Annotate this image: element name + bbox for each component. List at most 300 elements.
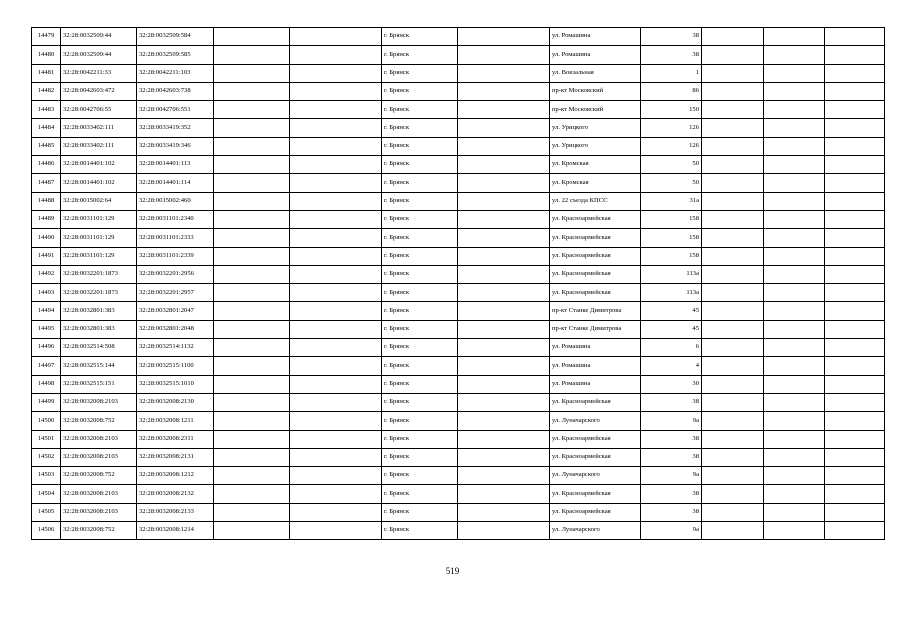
cell-cadastral-quarter: 32:28:0032801:383 xyxy=(61,320,137,338)
cell-cadastral-number: 32:28:0014401:114 xyxy=(137,174,214,192)
table-row xyxy=(32,119,885,137)
cell-cadastral-quarter: 32:28:0032514:508 xyxy=(61,339,137,357)
cell-empty xyxy=(458,156,550,174)
cell-empty xyxy=(825,357,885,375)
cell-empty xyxy=(290,101,382,119)
cell-house-number: 1 xyxy=(641,64,702,82)
cell-empty xyxy=(458,357,550,375)
cell-street: ул. Красноармейская xyxy=(550,229,641,247)
table-row xyxy=(32,375,885,393)
cell-cadastral-number: 32:28:0014401:113 xyxy=(137,156,214,174)
cell-cadastral-quarter: 32:28:0031101:129 xyxy=(61,247,137,265)
cell-cadastral-number: 32:28:0032201:2957 xyxy=(137,284,214,302)
cell-street: ул. Луначарского xyxy=(550,522,641,540)
cell-cadastral-quarter: 32:28:0032008:2103 xyxy=(61,430,137,448)
cell-empty xyxy=(764,503,825,521)
cell-cadastral-quarter: 32:28:0031101:129 xyxy=(61,210,137,228)
cell-empty xyxy=(702,174,764,192)
cell-record-number: 14500 xyxy=(32,412,61,430)
cell-house-number: 150 xyxy=(641,101,702,119)
cell-empty xyxy=(290,82,382,100)
cell-empty xyxy=(825,265,885,283)
cell-record-number: 14505 xyxy=(32,503,61,521)
cell-city: г. Брянск xyxy=(382,522,458,540)
cell-cadastral-quarter: 32:28:0032008:752 xyxy=(61,522,137,540)
cell-street: ул. Ромашина xyxy=(550,339,641,357)
cell-street: ул. Красноармейская xyxy=(550,430,641,448)
cell-empty xyxy=(214,430,290,448)
cell-empty xyxy=(702,46,764,64)
cell-cadastral-number: 32:28:0032201:2956 xyxy=(137,265,214,283)
cell-house-number: 38 xyxy=(641,46,702,64)
cell-empty xyxy=(290,320,382,338)
cell-street: ул. Вокзальная xyxy=(550,64,641,82)
cell-empty xyxy=(458,302,550,320)
cell-empty xyxy=(458,46,550,64)
cell-empty xyxy=(290,174,382,192)
cell-empty xyxy=(458,265,550,283)
cell-cadastral-quarter: 32:28:0042706:55 xyxy=(61,101,137,119)
cell-empty xyxy=(458,229,550,247)
cell-empty xyxy=(214,503,290,521)
cell-empty xyxy=(214,247,290,265)
cell-empty xyxy=(702,485,764,503)
cell-street: ул. Красноармейская xyxy=(550,503,641,521)
cell-empty xyxy=(214,393,290,411)
cell-empty xyxy=(764,119,825,137)
cell-empty xyxy=(825,448,885,466)
cell-empty xyxy=(702,522,764,540)
cell-city: г. Брянск xyxy=(382,156,458,174)
cell-empty xyxy=(290,485,382,503)
cell-cadastral-number: 32:28:0042603:738 xyxy=(137,82,214,100)
cell-street: ул. 22 съезда КПСС xyxy=(550,192,641,210)
cell-empty xyxy=(702,229,764,247)
cell-house-number: 38 xyxy=(641,448,702,466)
cell-house-number: 86 xyxy=(641,82,702,100)
cell-house-number: 158 xyxy=(641,247,702,265)
cell-cadastral-quarter: 32:28:0032201:1873 xyxy=(61,265,137,283)
table-row xyxy=(32,412,885,430)
cell-street: ул. Луначарского xyxy=(550,412,641,430)
cell-empty xyxy=(290,503,382,521)
cell-record-number: 14484 xyxy=(32,119,61,137)
cell-empty xyxy=(764,192,825,210)
cell-empty xyxy=(764,448,825,466)
table-row xyxy=(32,357,885,375)
cell-house-number: 113а xyxy=(641,284,702,302)
cell-city: г. Брянск xyxy=(382,393,458,411)
cell-empty xyxy=(702,137,764,155)
cell-empty xyxy=(825,137,885,155)
cell-empty xyxy=(825,412,885,430)
table-row xyxy=(32,210,885,228)
cell-house-number: 38 xyxy=(641,28,702,46)
cell-empty xyxy=(458,174,550,192)
cell-record-number: 14495 xyxy=(32,320,61,338)
cell-empty xyxy=(764,101,825,119)
cell-empty xyxy=(702,82,764,100)
cell-empty xyxy=(214,357,290,375)
cell-empty xyxy=(764,64,825,82)
cell-house-number: 45 xyxy=(641,320,702,338)
cell-empty xyxy=(290,339,382,357)
cell-empty xyxy=(764,339,825,357)
cell-empty xyxy=(825,46,885,64)
cell-empty xyxy=(214,485,290,503)
cell-empty xyxy=(458,339,550,357)
cell-record-number: 14479 xyxy=(32,28,61,46)
cell-street: ул. Красноармейская xyxy=(550,210,641,228)
cell-city: г. Брянск xyxy=(382,375,458,393)
cell-record-number: 14487 xyxy=(32,174,61,192)
cell-empty xyxy=(764,485,825,503)
cell-house-number: 126 xyxy=(641,119,702,137)
cell-empty xyxy=(702,412,764,430)
cell-empty xyxy=(214,137,290,155)
cell-cadastral-number: 32:28:0032509:584 xyxy=(137,28,214,46)
table-row xyxy=(32,82,885,100)
cell-empty xyxy=(764,430,825,448)
cell-cadastral-number: 32:28:0032515:1010 xyxy=(137,375,214,393)
cell-empty xyxy=(458,320,550,338)
cell-house-number: 9а xyxy=(641,467,702,485)
cell-empty xyxy=(702,320,764,338)
table-row xyxy=(32,503,885,521)
cell-record-number: 14497 xyxy=(32,357,61,375)
cell-empty xyxy=(290,522,382,540)
table-row xyxy=(32,192,885,210)
cell-cadastral-quarter: 32:28:0032008:752 xyxy=(61,467,137,485)
cell-cadastral-number: 32:28:0032515:1100 xyxy=(137,357,214,375)
cell-city: г. Брянск xyxy=(382,192,458,210)
cell-empty xyxy=(825,320,885,338)
cell-street: ул. Урицкого xyxy=(550,137,641,155)
cell-cadastral-number: 32:28:0032008:2311 xyxy=(137,430,214,448)
table-row xyxy=(32,174,885,192)
table-row xyxy=(32,28,885,46)
cell-street: ул. Ромашина xyxy=(550,46,641,64)
cell-cadastral-number: 32:28:0015002:460 xyxy=(137,192,214,210)
cell-cadastral-quarter: 32:28:0015002:64 xyxy=(61,192,137,210)
cell-empty xyxy=(290,265,382,283)
cell-empty xyxy=(214,302,290,320)
cell-record-number: 14480 xyxy=(32,46,61,64)
cell-empty xyxy=(825,156,885,174)
cell-empty xyxy=(825,393,885,411)
table-row xyxy=(32,247,885,265)
cell-empty xyxy=(290,357,382,375)
cell-empty xyxy=(764,412,825,430)
cell-record-number: 14489 xyxy=(32,210,61,228)
cell-city: г. Брянск xyxy=(382,412,458,430)
cell-city: г. Брянск xyxy=(382,28,458,46)
cell-cadastral-number: 32:28:0032008:2133 xyxy=(137,503,214,521)
table-row xyxy=(32,156,885,174)
cell-cadastral-number: 32:28:0032801:2047 xyxy=(137,302,214,320)
cell-empty xyxy=(458,284,550,302)
cell-empty xyxy=(290,302,382,320)
cell-street: ул. Красноармейская xyxy=(550,284,641,302)
cell-cadastral-quarter: 32:28:0032008:752 xyxy=(61,412,137,430)
table-row xyxy=(32,320,885,338)
cell-house-number: 38 xyxy=(641,430,702,448)
cell-cadastral-quarter: 32:28:0033402:111 xyxy=(61,137,137,155)
cell-empty xyxy=(702,467,764,485)
cell-empty xyxy=(214,192,290,210)
cell-empty xyxy=(458,82,550,100)
cell-city: г. Брянск xyxy=(382,265,458,283)
property-register-table xyxy=(31,27,885,540)
table-row xyxy=(32,101,885,119)
cell-empty xyxy=(764,82,825,100)
cell-street: ул. Кромская xyxy=(550,174,641,192)
cell-empty xyxy=(290,467,382,485)
cell-street: пр-кт Московский xyxy=(550,82,641,100)
cell-empty xyxy=(702,101,764,119)
cell-city: г. Брянск xyxy=(382,46,458,64)
cell-record-number: 14481 xyxy=(32,64,61,82)
cell-house-number: 4 xyxy=(641,357,702,375)
cell-empty xyxy=(458,192,550,210)
cell-cadastral-number: 32:28:0033419:346 xyxy=(137,137,214,155)
cell-record-number: 14502 xyxy=(32,448,61,466)
cell-empty xyxy=(214,229,290,247)
table-row xyxy=(32,339,885,357)
cell-empty xyxy=(764,229,825,247)
cell-cadastral-number: 32:28:0031101:2340 xyxy=(137,210,214,228)
cell-empty xyxy=(764,522,825,540)
cell-cadastral-quarter: 32:28:0032509:44 xyxy=(61,28,137,46)
cell-empty xyxy=(702,339,764,357)
cell-cadastral-quarter: 32:28:0031101:129 xyxy=(61,229,137,247)
cell-empty xyxy=(825,119,885,137)
cell-record-number: 14486 xyxy=(32,156,61,174)
cell-house-number: 50 xyxy=(641,174,702,192)
cell-house-number: 113а xyxy=(641,265,702,283)
cell-cadastral-quarter: 32:28:0032008:2103 xyxy=(61,503,137,521)
cell-empty xyxy=(702,430,764,448)
cell-cadastral-number: 32:28:0032008:1212 xyxy=(137,467,214,485)
cell-empty xyxy=(214,522,290,540)
cell-record-number: 14496 xyxy=(32,339,61,357)
cell-cadastral-quarter: 32:28:0014401:102 xyxy=(61,156,137,174)
cell-empty xyxy=(290,412,382,430)
table-row xyxy=(32,485,885,503)
cell-empty xyxy=(702,64,764,82)
cell-street: пр-кт Московский xyxy=(550,101,641,119)
cell-empty xyxy=(825,174,885,192)
cell-cadastral-number: 32:28:0032008:2132 xyxy=(137,485,214,503)
table-row xyxy=(32,229,885,247)
cell-record-number: 14482 xyxy=(32,82,61,100)
cell-cadastral-number: 32:28:0032008:1211 xyxy=(137,412,214,430)
cell-empty xyxy=(702,210,764,228)
cell-cadastral-quarter: 32:28:0014401:102 xyxy=(61,174,137,192)
cell-empty xyxy=(290,375,382,393)
cell-cadastral-number: 32:28:0032008:1214 xyxy=(137,522,214,540)
cell-empty xyxy=(702,192,764,210)
cell-street: пр-кт Станке Димитрова xyxy=(550,320,641,338)
cell-empty xyxy=(214,412,290,430)
cell-house-number: 158 xyxy=(641,229,702,247)
cell-empty xyxy=(825,210,885,228)
cell-empty xyxy=(702,393,764,411)
cell-record-number: 14501 xyxy=(32,430,61,448)
cell-record-number: 14485 xyxy=(32,137,61,155)
cell-street: пр-кт Станке Димитрова xyxy=(550,302,641,320)
cell-empty xyxy=(825,375,885,393)
cell-empty xyxy=(825,485,885,503)
cell-cadastral-number: 32:28:0033419:352 xyxy=(137,119,214,137)
table-body xyxy=(32,28,885,540)
cell-house-number: 126 xyxy=(641,137,702,155)
table-row xyxy=(32,393,885,411)
table-row xyxy=(32,430,885,448)
cell-house-number: 31а xyxy=(641,192,702,210)
cell-record-number: 14483 xyxy=(32,101,61,119)
cell-house-number: 9а xyxy=(641,522,702,540)
cell-empty xyxy=(214,210,290,228)
cell-empty xyxy=(825,247,885,265)
cell-empty xyxy=(825,503,885,521)
cell-cadastral-quarter: 32:28:0032201:1873 xyxy=(61,284,137,302)
cell-street: ул. Ромашина xyxy=(550,357,641,375)
cell-house-number: 38 xyxy=(641,503,702,521)
cell-empty xyxy=(825,522,885,540)
cell-empty xyxy=(764,320,825,338)
cell-city: г. Брянск xyxy=(382,467,458,485)
cell-empty xyxy=(214,46,290,64)
cell-cadastral-quarter: 32:28:0032801:383 xyxy=(61,302,137,320)
cell-city: г. Брянск xyxy=(382,64,458,82)
cell-cadastral-number: 32:28:0032509:585 xyxy=(137,46,214,64)
cell-empty xyxy=(290,64,382,82)
cell-city: г. Брянск xyxy=(382,430,458,448)
cell-cadastral-number: 32:28:0042211:103 xyxy=(137,64,214,82)
cell-city: г. Брянск xyxy=(382,137,458,155)
cell-house-number: 45 xyxy=(641,302,702,320)
table-row xyxy=(32,46,885,64)
cell-empty xyxy=(825,302,885,320)
cell-cadastral-number: 32:28:0032008:2131 xyxy=(137,448,214,466)
table-row xyxy=(32,265,885,283)
cell-empty xyxy=(702,265,764,283)
cell-empty xyxy=(458,430,550,448)
cell-empty xyxy=(290,156,382,174)
cell-record-number: 14494 xyxy=(32,302,61,320)
cell-record-number: 14503 xyxy=(32,467,61,485)
cell-house-number: 9а xyxy=(641,412,702,430)
cell-empty xyxy=(214,375,290,393)
cell-empty xyxy=(290,430,382,448)
cell-city: г. Брянск xyxy=(382,357,458,375)
cell-city: г. Брянск xyxy=(382,247,458,265)
cell-empty xyxy=(702,28,764,46)
cell-street: ул. Красноармейская xyxy=(550,448,641,466)
cell-empty xyxy=(290,247,382,265)
cell-street: ул. Ромашина xyxy=(550,28,641,46)
cell-cadastral-number: 32:28:0031101:2333 xyxy=(137,229,214,247)
cell-empty xyxy=(214,28,290,46)
cell-record-number: 14493 xyxy=(32,284,61,302)
cell-street: ул. Красноармейская xyxy=(550,247,641,265)
table-row xyxy=(32,284,885,302)
cell-empty xyxy=(458,101,550,119)
cell-city: г. Брянск xyxy=(382,448,458,466)
cell-street: ул. Кромская xyxy=(550,156,641,174)
cell-empty xyxy=(458,412,550,430)
cell-city: г. Брянск xyxy=(382,503,458,521)
cell-cadastral-quarter: 32:28:0032008:2103 xyxy=(61,485,137,503)
cell-empty xyxy=(702,357,764,375)
cell-empty xyxy=(764,265,825,283)
cell-empty xyxy=(764,174,825,192)
cell-city: г. Брянск xyxy=(382,229,458,247)
cell-empty xyxy=(458,210,550,228)
cell-empty xyxy=(214,156,290,174)
cell-empty xyxy=(825,28,885,46)
cell-empty xyxy=(290,28,382,46)
cell-empty xyxy=(214,82,290,100)
cell-cadastral-number: 32:28:0042706:551 xyxy=(137,101,214,119)
cell-empty xyxy=(214,119,290,137)
cell-city: г. Брянск xyxy=(382,320,458,338)
table-row xyxy=(32,302,885,320)
table-row xyxy=(32,137,885,155)
cell-empty xyxy=(458,448,550,466)
cell-house-number: 38 xyxy=(641,393,702,411)
cell-empty xyxy=(825,284,885,302)
cell-house-number: 30 xyxy=(641,375,702,393)
cell-empty xyxy=(825,229,885,247)
cell-empty xyxy=(214,64,290,82)
cell-city: г. Брянск xyxy=(382,210,458,228)
cell-empty xyxy=(458,485,550,503)
cell-street: ул. Ромашина xyxy=(550,375,641,393)
cell-empty xyxy=(290,448,382,466)
cell-empty xyxy=(825,467,885,485)
cell-record-number: 14492 xyxy=(32,265,61,283)
cell-empty xyxy=(825,64,885,82)
cell-street: ул. Красноармейская xyxy=(550,265,641,283)
cell-empty xyxy=(458,503,550,521)
cell-city: г. Брянск xyxy=(382,174,458,192)
cell-empty xyxy=(702,119,764,137)
cell-house-number: 6 xyxy=(641,339,702,357)
cell-empty xyxy=(290,210,382,228)
cell-empty xyxy=(290,192,382,210)
cell-record-number: 14491 xyxy=(32,247,61,265)
table-row xyxy=(32,522,885,540)
cell-empty xyxy=(764,247,825,265)
cell-empty xyxy=(214,320,290,338)
cell-empty xyxy=(764,46,825,64)
cell-empty xyxy=(764,357,825,375)
cell-empty xyxy=(825,430,885,448)
cell-empty xyxy=(702,284,764,302)
cell-empty xyxy=(764,393,825,411)
cell-record-number: 14488 xyxy=(32,192,61,210)
cell-house-number: 50 xyxy=(641,156,702,174)
page-number: 519 xyxy=(445,566,460,576)
cell-street: ул. Красноармейская xyxy=(550,485,641,503)
cell-cadastral-quarter: 32:28:0032509:44 xyxy=(61,46,137,64)
cell-street: ул. Красноармейская xyxy=(550,393,641,411)
cell-empty xyxy=(458,522,550,540)
cell-empty xyxy=(825,101,885,119)
cell-city: г. Брянск xyxy=(382,101,458,119)
